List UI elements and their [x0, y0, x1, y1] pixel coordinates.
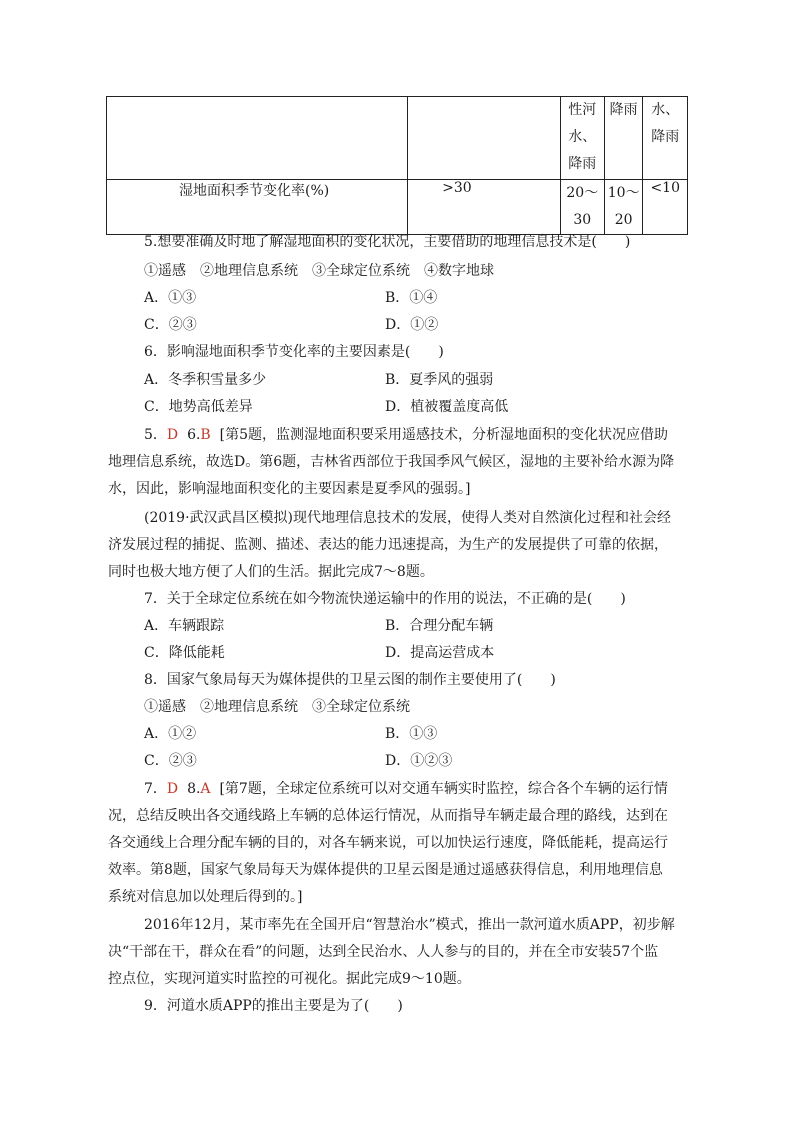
explanation-text: 效率。第8题，国家气象局每天为媒体提供的卫星云图是通过遥感获得信息，利用地理信息 — [108, 862, 663, 878]
answer-key: D — [166, 781, 179, 797]
question-7-option-c: C．降低能耗 — [144, 645, 225, 661]
answer-number: 8. — [187, 781, 201, 797]
passage-text: 2016年12月，某市率先在全国开启“智慧治水”模式，推出一款河道水质APP，初步解 — [144, 917, 675, 933]
answer-number: 7． — [144, 781, 167, 797]
question-7-option-a: A．车辆跟踪 — [144, 618, 225, 634]
passage-text: 济发展过程的捕捉、监测、描述、表达的能力迅速提高，为生产的发展提供了可靠的依据， — [108, 537, 668, 553]
answer-5-6-line — [144, 425, 668, 445]
cell-line: 降雨 — [568, 156, 597, 172]
question-8-stem: 8．国家气象局每天为媒体提供的卫星云图的制作主要使用了( ) — [144, 672, 556, 688]
table-cell — [107, 97, 408, 180]
question-6-option-c: C．地势高低差异 — [144, 399, 253, 415]
answer-number: 5． — [144, 427, 167, 443]
question-7-stem: 7．关于全球定位系统在如今物流快递运输中的作用的说法，不正确的是( ) — [144, 591, 626, 607]
table-row — [107, 97, 688, 180]
cell-line: 降雨 — [609, 102, 638, 118]
question-5-option-b: B．①④ — [385, 290, 438, 306]
cell-line: 降雨 — [651, 129, 680, 145]
question-7-option-d: D．提高运营成本 — [385, 645, 495, 661]
wetland-table — [106, 96, 688, 235]
cell-line: 20～ — [566, 185, 599, 201]
answer-key: A — [200, 781, 211, 797]
answer-key: B — [200, 427, 211, 443]
question-5-option-a: A．①③ — [144, 290, 197, 306]
explanation-text: 水，因此，影响湿地面积变化的主要因素是夏季风的强弱。] — [108, 481, 471, 497]
question-8-option-a: A．①② — [144, 726, 197, 742]
question-9-stem: 9．河道水质APP的推出主要是为了( ) — [144, 998, 403, 1014]
table-cell: >30 — [408, 180, 561, 235]
table-cell — [604, 180, 643, 235]
question-8-option-b: B．①③ — [385, 726, 438, 742]
question-5-items: ①遥感 ②地理信息系统 ③全球定位系统 ④数字地球 — [144, 263, 494, 279]
cell-line: 水、 — [651, 102, 680, 118]
table-cell — [560, 180, 604, 235]
table-cell — [604, 97, 643, 180]
explanation-text: [第5题，监测湿地面积要采用遥感技术，分析湿地面积的变化状况应借助 — [219, 427, 668, 443]
explanation-text: 各交通线上合理分配车辆的目的，对各车辆来说，可以加快运行速度，降低能耗，提高运行 — [108, 835, 668, 851]
answer-number: 6. — [187, 427, 201, 443]
table-cell: <10 — [643, 180, 688, 235]
answer-key: D — [166, 427, 179, 443]
question-5-stem: 5.想要准确及时地了解湿地面积的变化状况，主要借助的地理信息技术是( ) — [144, 234, 631, 250]
table-cell — [408, 97, 561, 180]
question-6-stem: 6．影响湿地面积季节变化率的主要因素是( ) — [144, 344, 444, 360]
question-6-option-a: A．冬季积雪量多少 — [144, 372, 267, 388]
question-6-option-b: B．夏季风的强弱 — [385, 372, 494, 388]
table-cell-label: 湿地面积季节变化率(%) — [107, 180, 408, 235]
question-8-items: ①遥感 ②地理信息系统 ③全球定位系统 — [144, 699, 410, 715]
explanation-text: 况，总结反映出各交通线路上车辆的总体运行情况，从而指导车辆走最合理的路线，达到在 — [108, 808, 668, 824]
explanation-text: 系统对信息加以处理后得到的。] — [108, 889, 303, 905]
passage-text: 决“干部在干，群众在看”的问题，达到全民治水、人人参与的目的，并在全市安装57个监 — [108, 944, 659, 960]
table-cell — [643, 97, 688, 180]
cell-line: 水、 — [568, 129, 597, 145]
cell-line: 10～ — [607, 185, 640, 201]
table-cell — [560, 97, 604, 180]
question-6-option-d: D．植被覆盖度高低 — [385, 399, 509, 415]
question-5-option-d: D．①② — [385, 317, 439, 333]
passage-text: 控点位，实现河道实时监控的可视化。据此完成9～10题。 — [108, 971, 471, 987]
question-5-option-c: C．②③ — [144, 317, 197, 333]
cell-line: 30 — [573, 212, 592, 228]
passage-text: 同时也极大地方便了人们的生活。据此完成7～8题。 — [108, 564, 434, 580]
question-7-option-b: B．合理分配车辆 — [385, 618, 494, 634]
explanation-text: [第7题，全球定位系统可以对交通车辆实时监控，综合各个车辆的运行情 — [219, 781, 668, 797]
passage-text: (2019·武汉武昌区模拟)现代地理信息技术的发展，使得人类对自然演化过程和社会经 — [144, 510, 672, 526]
question-8-option-c: C．②③ — [144, 753, 197, 769]
question-8-option-d: D．①②③ — [385, 753, 453, 769]
explanation-text: 地理信息系统，故选D。第6题，吉林省西部位于我国季风气候区，湿地的主要补给水源为降 — [108, 454, 675, 470]
table-row — [107, 180, 688, 235]
cell-line: 20 — [614, 212, 633, 228]
answer-7-8-line — [144, 779, 668, 799]
cell-line: 性河 — [568, 102, 597, 118]
